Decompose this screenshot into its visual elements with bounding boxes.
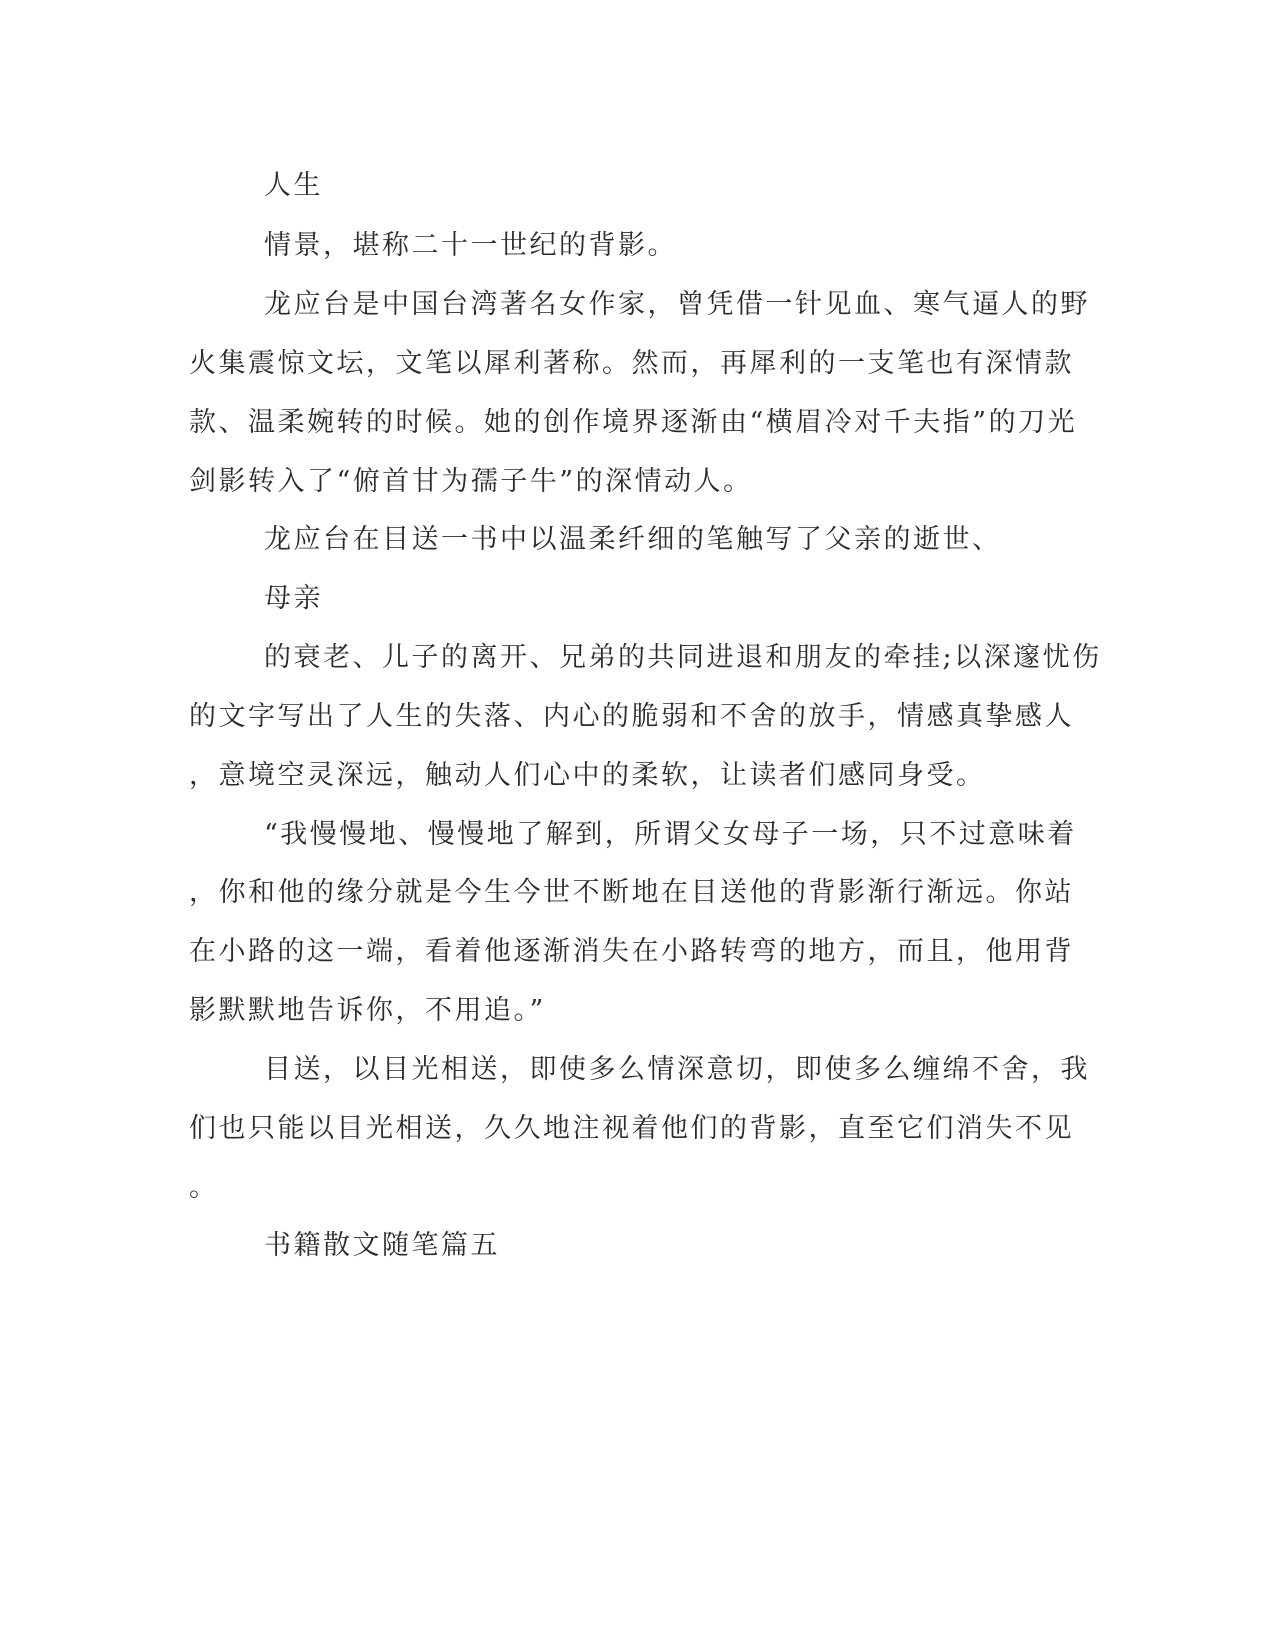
text-line-2: 情景，堪称二十一世纪的背影。 [264, 230, 677, 261]
text-line-1: 人生 [264, 170, 323, 201]
quote-line-12: “我慢慢地、慢慢地了解到，所谓父女母子一场，只不过意味着 [264, 819, 1077, 850]
text-line-8: 母亲 [264, 583, 323, 614]
paragraph-line-6: 剑影转入了“俯首甘为孺子牛”的深情动人。 [189, 466, 753, 497]
paragraph-line-16: 目送，以目光相送，即使多么情深意切，即使多么缠绵不舍，我 [264, 1054, 1090, 1085]
paragraph-line-18: 。 [189, 1172, 219, 1203]
paragraph-line-3: 龙应台是中国台湾著名女作家，曾凭借一针见血、寒气逼人的野 [264, 289, 1090, 320]
paragraph-line-10: 的文字写出了人生的失落、内心的脆弱和不舍的放手，情感真挚感人 [189, 701, 1074, 732]
quote-line-14: 在小路的这一端，看着他逐渐消失在小路转弯的地方，而且，他用背 [189, 936, 1074, 967]
paragraph-line-17: 们也只能以目光相送，久久地注视着他们的背影，直至它们消失不见 [189, 1113, 1074, 1144]
paragraph-line-9: 的衰老、儿子的离开、兄弟的共同进退和朋友的牵挂;以深邃忧伤 [264, 642, 1102, 673]
quote-line-13: ，你和他的缘分就是今生今世不断地在目送他的背影渐行渐远。你站 [189, 877, 1074, 908]
paragraph-line-4: 火集震惊文坛，文笔以犀利著称。然而，再犀利的一支笔也有深情款 [189, 348, 1074, 379]
section-heading: 书籍散文随笔篇五 [264, 1230, 500, 1261]
paragraph-line-5: 款、温柔婉转的时候。她的创作境界逐渐由“横眉冷对千夫指”的刀光 [189, 407, 1078, 438]
quote-line-15: 影默默地告诉你，不用追。” [189, 995, 546, 1026]
paragraph-line-7: 龙应台在目送一书中以温柔纤细的笔触写了父亲的逝世、 [264, 524, 1002, 555]
paragraph-line-11: ，意境空灵深远，触动人们心中的柔软，让读者们感同身受。 [189, 760, 986, 791]
